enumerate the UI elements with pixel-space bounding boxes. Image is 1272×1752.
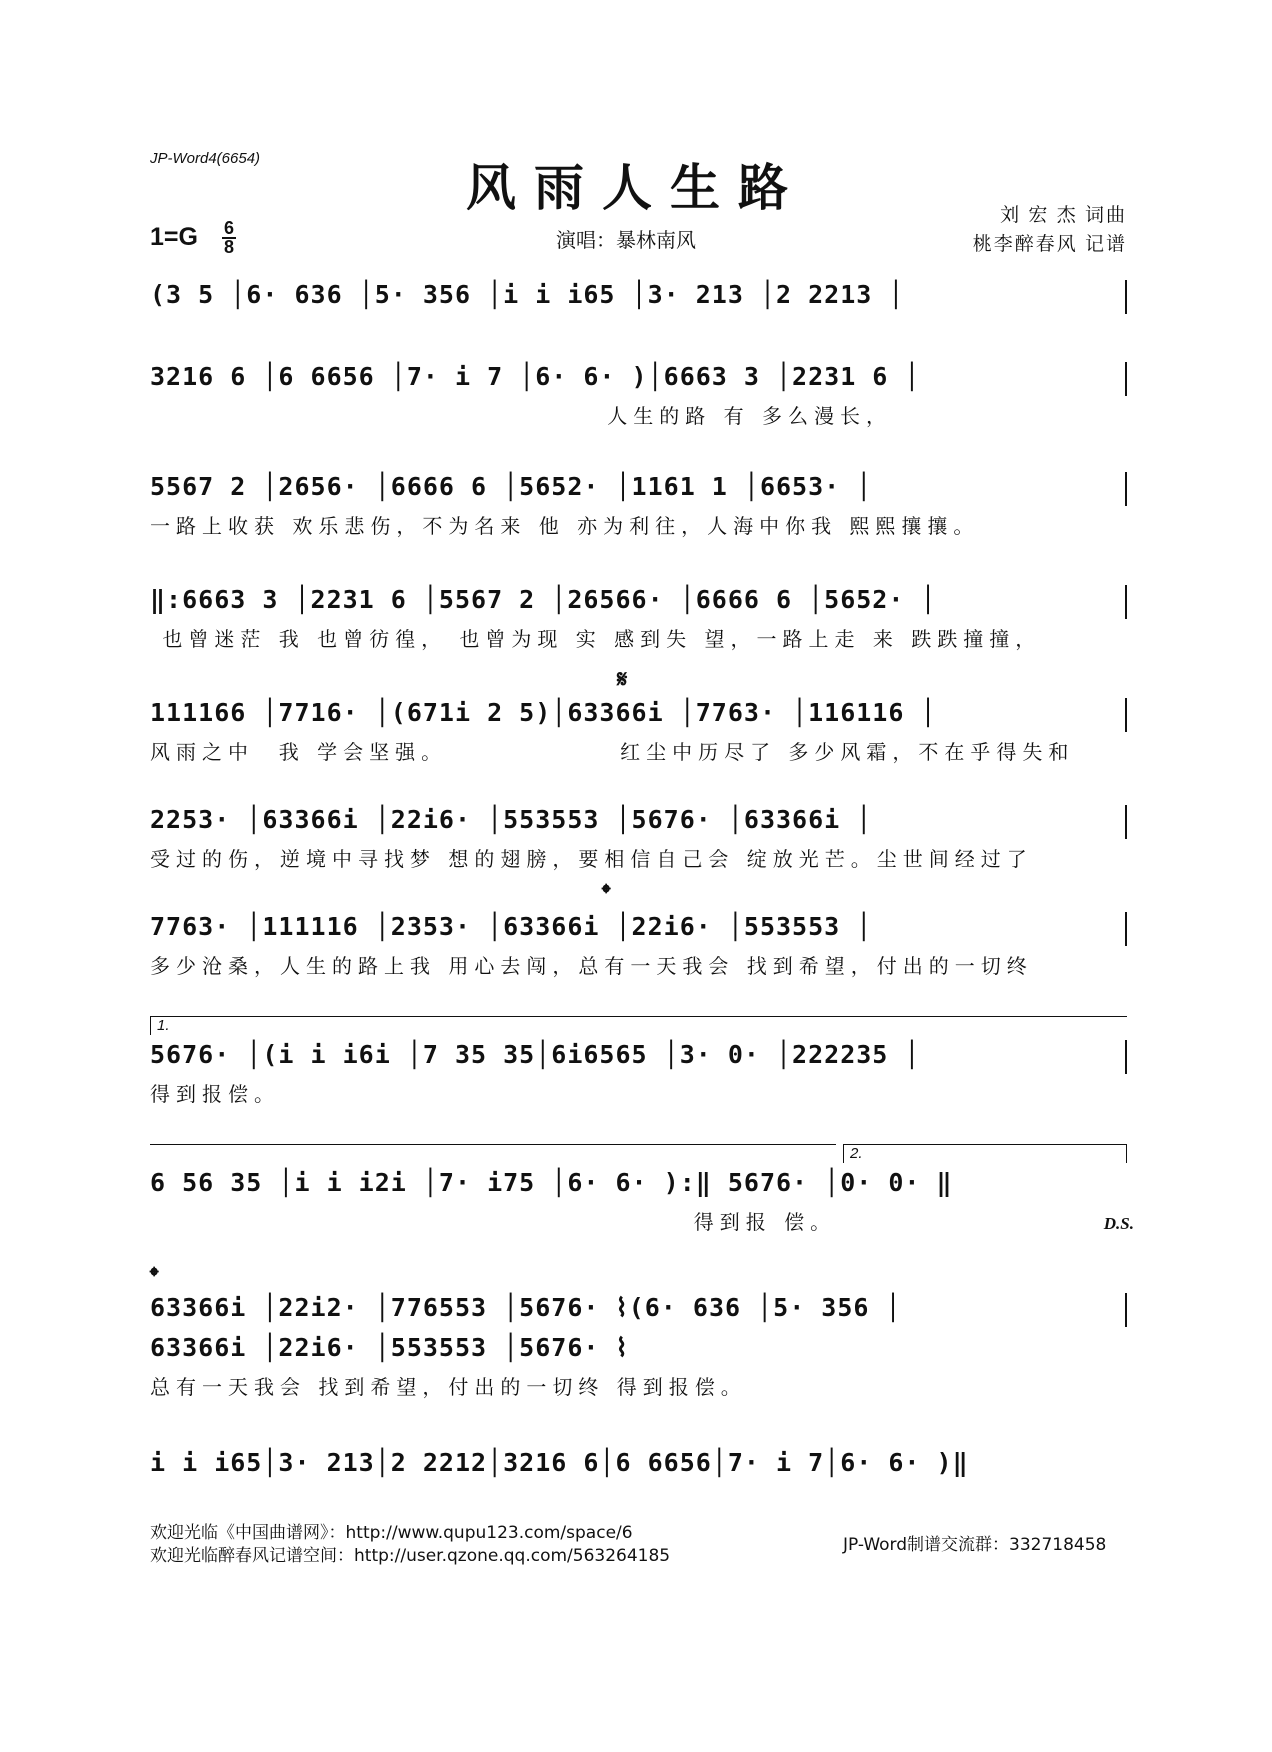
second-ending-label: 2. bbox=[850, 1145, 863, 1162]
first-ending-label: 1. bbox=[157, 1017, 170, 1034]
footer-site-1: 欢迎光临《中国曲谱网》：http://www.qupu123.com/space/6 bbox=[150, 1523, 633, 1543]
score-line-10 bbox=[150, 1263, 1127, 1401]
score-line-3 bbox=[150, 472, 1127, 540]
dal-segno-mark: D.S. bbox=[1103, 1214, 1134, 1233]
notes-line: (3 5 │6· 636 │5· 356 │i i i65 │3· 213 │2 2213 │ bbox=[150, 280, 905, 309]
notes-line-upper: 63366i │22i2· │776553 │5676· ⌇(6· 636 │5· 356 │ bbox=[150, 1293, 902, 1322]
notes-line: 6 56 35 │i i i2i │7· i75 │6· 6· ):‖ 5676· │0· 0· ‖ bbox=[150, 1168, 953, 1197]
lyrics-line: 一路上收获 欢乐悲伤，不为名来 他 亦为利往，人海中你我 熙熙攘攘。 bbox=[150, 514, 980, 538]
time-bottom: 8 bbox=[223, 237, 234, 257]
score-line-8 bbox=[150, 1017, 1127, 1108]
key-signature: 1=G bbox=[150, 223, 198, 251]
notes-line-lower: 63366i │22i6· │553553 │5676· ⌇ bbox=[150, 1333, 629, 1362]
lyrics-line: 多少沧桑，人生的路上我 用心去闯，总有一天我会 找到希望，付出的一切终 bbox=[150, 954, 1033, 978]
notes-line: 111166 │7716· │(671i 2 5)│63366i │7763· │116116 │ bbox=[150, 698, 937, 727]
notes-line: 3216 6 │6 6656 │7· i 7 │6· 6· )│6663 3 │2231 6 │ bbox=[150, 362, 921, 391]
first-ending-continuation bbox=[150, 1144, 836, 1163]
transcriber-credit: 桃李醉春风 记谱 bbox=[972, 234, 1127, 255]
footer-site-2: 欢迎光临醉春风记谱空间：http://user.qzone.qq.com/563264185 bbox=[150, 1546, 671, 1566]
score-line-11 bbox=[150, 1448, 1127, 1482]
time-signature bbox=[222, 220, 236, 256]
software-label: JP-Word4(6654) bbox=[150, 150, 261, 167]
lyricist-composer-credit: 刘 宏 杰 词曲 bbox=[1000, 205, 1127, 226]
first-ending-bracket bbox=[150, 1016, 1127, 1035]
time-top: 6 bbox=[223, 218, 234, 238]
score-line-5 bbox=[150, 666, 1127, 766]
score-line-1 bbox=[150, 280, 1127, 314]
score-line-7 bbox=[150, 880, 1127, 980]
footer-group: JP-Word制谱交流群：332718458 bbox=[843, 1535, 1107, 1555]
notes-line: 5676· │(i i i6i │7 35 35│6i6565 │3· 0· │222235 │ bbox=[150, 1040, 921, 1069]
lyrics-line: 总有一天我会 找到希望，付出的一切终 得到报偿。 bbox=[150, 1375, 747, 1399]
score-line-2 bbox=[150, 362, 1127, 430]
notes-line: 5567 2 │2656· │6666 6 │5652· │1161 1 │6653· │ bbox=[150, 472, 873, 501]
coda-sign-2: 𝄌 bbox=[150, 1263, 159, 1290]
second-ending-bracket bbox=[843, 1144, 1127, 1163]
singer-credit: 演唱：暴林南风 bbox=[556, 230, 696, 252]
song-title: 风雨人生路 bbox=[466, 159, 806, 217]
coda-sign: 𝄌 bbox=[602, 880, 611, 907]
lyrics-line: 人生的路 有 多么漫长， bbox=[150, 404, 892, 428]
notes-line: ‖:6663 3 │2231 6 │5567 2 │26566· │6666 6 │5652· │ bbox=[150, 585, 937, 614]
score-line-9 bbox=[150, 1145, 1134, 1236]
footer-links bbox=[150, 1522, 670, 1568]
notes-line: i i i65│3· 213│2 2212│3216 6│6 6656│7· i 7│6· 6· )‖ bbox=[150, 1448, 969, 1477]
score-line-4 bbox=[150, 585, 1127, 653]
lyrics-line: 风雨之中 我 学会坚强。 红尘中历尽了 多少风霜，不在乎得失和 bbox=[150, 740, 1075, 764]
lyrics-line: 得到报偿。 bbox=[150, 1082, 280, 1106]
lyrics-line: 受过的伤，逆境中寻找梦 想的翅膀，要相信自己会 绽放光芒。尘世间经过了 bbox=[150, 847, 1033, 871]
lyrics-line: 也曾迷茫 我 也曾彷徨， 也曾为现 实 感到失 望，一路上走 来 跌跌撞撞， bbox=[150, 627, 1042, 651]
lyrics-line: 得到报 偿。 bbox=[150, 1210, 837, 1234]
segno-sign: 𝄋 bbox=[617, 666, 628, 693]
notes-line: 2253· │63366i │22i6· │553553 │5676· │63366i │ bbox=[150, 805, 873, 834]
notes-line: 7763· │111116 │2353· │63366i │22i6· │553553 │ bbox=[150, 912, 873, 941]
score-line-6 bbox=[150, 805, 1127, 873]
